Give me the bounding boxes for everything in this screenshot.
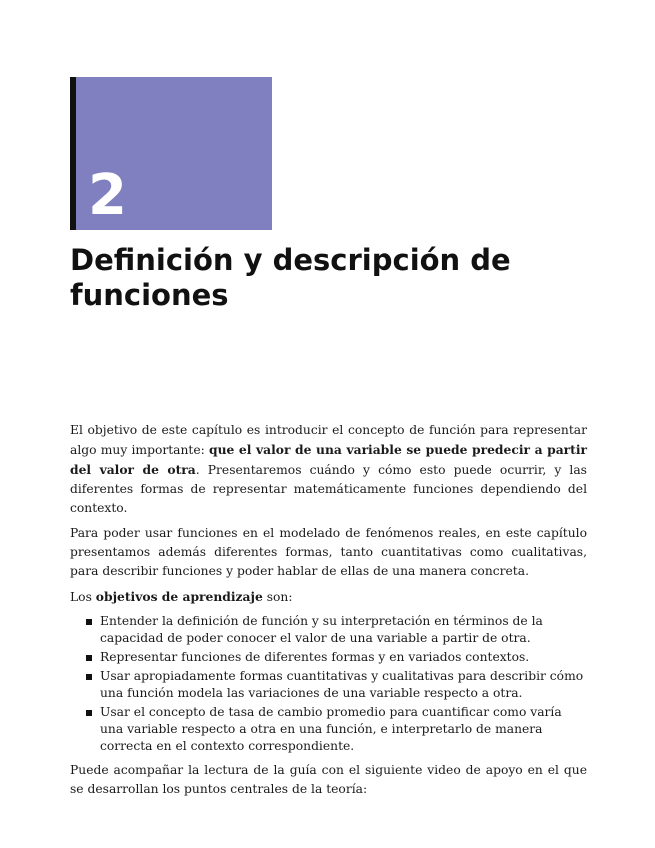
objectives-list <box>70 613 587 755</box>
square-bullet-icon <box>86 655 92 661</box>
objective-text: Entender la definición de función y su interpretación en términos de la capacidad de poder conocer el valor de una variable a partir de otra. <box>100 614 543 645</box>
square-bullet-icon <box>86 674 92 680</box>
objectives-lead-prefix: Los <box>70 590 96 604</box>
chapter-title: Definición y descripción de funciones <box>70 243 511 312</box>
square-bullet-icon <box>86 710 92 716</box>
objectives-lead <box>70 587 587 607</box>
objectives-lead-suffix: son: <box>262 590 293 604</box>
intro-paragraph <box>70 421 587 518</box>
chapter-number-box <box>76 77 272 230</box>
objectives-lead-bold: objetivos de aprendizaje <box>95 589 263 604</box>
intro-text-part2: . Presentaremos cuándo y cómo esto puede ocurrir, y las diferentes formas de representar matemáticamente funciones dependiendo del contexto. <box>70 463 587 515</box>
chapter-content <box>70 421 587 805</box>
modeling-paragraph: Para poder usar funciones en el modelado de fenómenos reales, en este capítulo presentamos además diferentes formas, tanto cuantitativas como cualitativas, para describir funciones y poder hablar de ellas de una manera concreta. <box>70 526 587 578</box>
objective-item <box>100 704 587 755</box>
objective-item <box>100 613 587 647</box>
objective-text: Usar el concepto de tasa de cambio promedio para cuantificar como varía una variable respecto a otra en una función, e interpretarlo de manera correcta en el contexto correspondiente. <box>100 705 562 753</box>
chapter-number: 2 <box>88 163 127 228</box>
objective-text: Usar apropiadamente formas cuantitativas y cualitativas para describir cómo una función modela las variaciones de una variable respecto a otra. <box>100 669 584 700</box>
square-bullet-icon <box>86 619 92 625</box>
objective-item <box>100 668 587 702</box>
closing-paragraph: Puede acompañar la lectura de la guía con el siguiente video de apoyo en el que se desarrollan los puntos centrales de la teoría: <box>70 763 587 796</box>
objective-text: Representar funciones de diferentes formas y en variados contextos. <box>100 650 530 664</box>
intro-emphasis: que el valor de una variable se puede predecir a partir del valor de otra <box>70 442 587 477</box>
intro-text-part1: El objetivo de este capítulo es introducir el concepto de función para representar algo muy importante: <box>70 423 587 457</box>
objective-item <box>100 649 587 666</box>
